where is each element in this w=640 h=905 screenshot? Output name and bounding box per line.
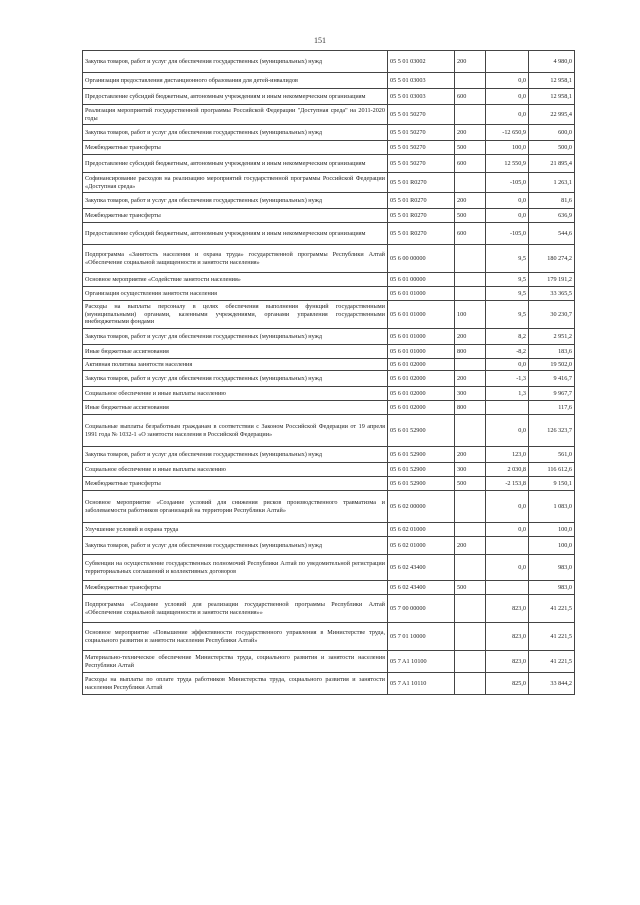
table-row bbox=[83, 555, 575, 581]
row-change: 9,5 bbox=[486, 245, 529, 273]
table-row bbox=[83, 73, 575, 89]
row-total: 22 995,4 bbox=[529, 105, 575, 125]
row-change: 9,5 bbox=[486, 287, 529, 301]
row-change: 0,0 bbox=[486, 359, 529, 371]
row-name: Закупка товаров, работ и услуг для обеспечения государственных (муниципальных) нужд bbox=[83, 125, 388, 141]
row-change: 825,0 bbox=[486, 673, 529, 695]
table-row bbox=[83, 537, 575, 555]
row-name: Межбюджетные трансферты bbox=[83, 477, 388, 491]
row-total: 561,0 bbox=[529, 447, 575, 463]
table-row bbox=[83, 125, 575, 141]
row-name: Основное мероприятие «Повышение эффективности государственного управления в Министерстве труда, социального развития и занятости населения Республики Алтай» bbox=[83, 623, 388, 651]
row-change: 12 550,9 bbox=[486, 155, 529, 173]
row-expense-type bbox=[455, 623, 486, 651]
row-name: Предоставление субсидий бюджетным, автономным учреждениям и иным некоммерческим организациям bbox=[83, 223, 388, 245]
row-change: -1,3 bbox=[486, 371, 529, 387]
table-row bbox=[83, 223, 575, 245]
row-total: 9 967,7 bbox=[529, 387, 575, 401]
row-code: 05 6 02 01000 bbox=[388, 523, 455, 537]
row-code: 05 7 A1 10110 bbox=[388, 673, 455, 695]
row-code: 05 6 01 01000 bbox=[388, 345, 455, 359]
row-code: 05 5 01 50270 bbox=[388, 155, 455, 173]
table-row bbox=[83, 209, 575, 223]
row-expense-type: 200 bbox=[455, 537, 486, 555]
row-name: Субвенции на осуществление государственных полномочий Республики Алтай по уведомительной регистрации территориальных соглашений и коллективных договоров bbox=[83, 555, 388, 581]
row-expense-type: 600 bbox=[455, 223, 486, 245]
row-total: 500,0 bbox=[529, 141, 575, 155]
row-name: Межбюджетные трансферты bbox=[83, 209, 388, 223]
row-expense-type bbox=[455, 359, 486, 371]
row-change: -105,0 bbox=[486, 173, 529, 193]
row-expense-type bbox=[455, 651, 486, 673]
row-code: 05 6 01 02000 bbox=[388, 371, 455, 387]
row-expense-type bbox=[455, 673, 486, 695]
row-expense-type bbox=[455, 273, 486, 287]
table-row bbox=[83, 673, 575, 695]
row-total: 41 221,5 bbox=[529, 595, 575, 623]
row-change: -12 650,9 bbox=[486, 125, 529, 141]
row-expense-type bbox=[455, 245, 486, 273]
row-total: 126 323,7 bbox=[529, 415, 575, 447]
table-row bbox=[83, 359, 575, 371]
row-expense-type bbox=[455, 523, 486, 537]
row-name: Закупка товаров, работ и услуг для обеспечения государственных (муниципальных) нужд bbox=[83, 537, 388, 555]
row-code: 05 6 01 02000 bbox=[388, 359, 455, 371]
row-expense-type bbox=[455, 173, 486, 193]
table-row bbox=[83, 387, 575, 401]
table-row bbox=[83, 141, 575, 155]
row-code: 05 7 A1 10100 bbox=[388, 651, 455, 673]
row-change: 2 030,8 bbox=[486, 463, 529, 477]
row-name: Расходы на выплаты по оплате труда работников Министерства труда, социального развития и занятости населения Республики Алтай bbox=[83, 673, 388, 695]
row-total: 81,6 bbox=[529, 193, 575, 209]
table-row bbox=[83, 371, 575, 387]
table-row bbox=[83, 523, 575, 537]
row-total: 183,6 bbox=[529, 345, 575, 359]
row-expense-type: 200 bbox=[455, 51, 486, 73]
row-code: 05 5 01 03003 bbox=[388, 89, 455, 105]
row-total: 9 416,7 bbox=[529, 371, 575, 387]
row-change: 0,0 bbox=[486, 193, 529, 209]
row-code: 05 5 01 R0270 bbox=[388, 193, 455, 209]
row-name: Социальное обеспечение и иные выплаты населению bbox=[83, 463, 388, 477]
row-code: 05 6 01 52900 bbox=[388, 477, 455, 491]
row-code: 05 6 02 43400 bbox=[388, 581, 455, 595]
row-expense-type: 800 bbox=[455, 401, 486, 415]
row-name: Межбюджетные трансферты bbox=[83, 581, 388, 595]
row-expense-type: 200 bbox=[455, 371, 486, 387]
row-change: 0,0 bbox=[486, 89, 529, 105]
row-total: 636,9 bbox=[529, 209, 575, 223]
row-total: 30 230,7 bbox=[529, 301, 575, 329]
row-total: 983,0 bbox=[529, 555, 575, 581]
row-expense-type: 800 bbox=[455, 345, 486, 359]
row-code: 05 5 01 50270 bbox=[388, 141, 455, 155]
table-body bbox=[83, 51, 575, 695]
row-expense-type: 100 bbox=[455, 301, 486, 329]
row-expense-type: 600 bbox=[455, 155, 486, 173]
row-change: 0,0 bbox=[486, 415, 529, 447]
row-name: Межбюджетные трансферты bbox=[83, 141, 388, 155]
row-change: 823,0 bbox=[486, 651, 529, 673]
row-expense-type: 300 bbox=[455, 387, 486, 401]
row-total: 41 221,5 bbox=[529, 651, 575, 673]
row-total: 179 191,2 bbox=[529, 273, 575, 287]
row-name: Предоставление субсидий бюджетным, автономным учреждениям и иным некоммерческим организациям bbox=[83, 89, 388, 105]
row-total: 21 895,4 bbox=[529, 155, 575, 173]
row-code: 05 5 01 R0270 bbox=[388, 223, 455, 245]
row-name: Улучшение условий и охрана труда bbox=[83, 523, 388, 537]
row-name: Подпрограмма «Создание условий для реализации государственной программы Республики Алтай «Обеспечение социальной защищенности и занятости населения»» bbox=[83, 595, 388, 623]
row-change: 0,0 bbox=[486, 73, 529, 89]
row-code: 05 5 01 50270 bbox=[388, 105, 455, 125]
table-row bbox=[83, 415, 575, 447]
row-code: 05 5 01 50270 bbox=[388, 125, 455, 141]
row-total: 33 844,2 bbox=[529, 673, 575, 695]
row-total: 116 612,6 bbox=[529, 463, 575, 477]
row-total: 100,0 bbox=[529, 537, 575, 555]
row-change: -2 153,8 bbox=[486, 477, 529, 491]
row-name: Закупка товаров, работ и услуг для обеспечения государственных (муниципальных) нужд bbox=[83, 329, 388, 345]
row-code: 05 6 01 01000 bbox=[388, 287, 455, 301]
row-change: 823,0 bbox=[486, 595, 529, 623]
row-expense-type bbox=[455, 73, 486, 89]
row-name: Подпрограмма «Занятость населения и охрана труда» государственной программы Республики Алтай «Обеспечение социальной защищенности и занятости населения» bbox=[83, 245, 388, 273]
table-row bbox=[83, 447, 575, 463]
row-total: 983,0 bbox=[529, 581, 575, 595]
row-name: Основное мероприятие «Содействие занятости населения» bbox=[83, 273, 388, 287]
row-total: 12 958,1 bbox=[529, 89, 575, 105]
row-expense-type bbox=[455, 555, 486, 581]
row-change: 0,0 bbox=[486, 523, 529, 537]
row-change: 0,0 bbox=[486, 555, 529, 581]
budget-table bbox=[82, 50, 575, 695]
row-name: Закупка товаров, работ и услуг для обеспечения государственных (муниципальных) нужд bbox=[83, 447, 388, 463]
table-row bbox=[83, 477, 575, 491]
row-name: Реализация мероприятий государственной программы Российской Федерации "Доступная среда" на 2011-2020 годы bbox=[83, 105, 388, 125]
row-name: Иные бюджетные ассигнования bbox=[83, 345, 388, 359]
row-expense-type: 200 bbox=[455, 447, 486, 463]
table-row bbox=[83, 463, 575, 477]
row-change: 0,0 bbox=[486, 491, 529, 523]
row-expense-type bbox=[455, 415, 486, 447]
row-code: 05 6 01 52900 bbox=[388, 415, 455, 447]
row-change: 9,5 bbox=[486, 301, 529, 329]
row-code: 05 6 01 02000 bbox=[388, 387, 455, 401]
row-change: 0,0 bbox=[486, 105, 529, 125]
row-total: 180 274,2 bbox=[529, 245, 575, 273]
row-change: 8,2 bbox=[486, 329, 529, 345]
row-change: 100,0 bbox=[486, 141, 529, 155]
row-expense-type: 200 bbox=[455, 125, 486, 141]
row-code: 05 5 01 R0270 bbox=[388, 173, 455, 193]
row-total: 33 365,5 bbox=[529, 287, 575, 301]
table-row bbox=[83, 51, 575, 73]
table-row bbox=[83, 155, 575, 173]
row-change: -8,2 bbox=[486, 345, 529, 359]
row-expense-type: 200 bbox=[455, 329, 486, 345]
row-expense-type: 200 bbox=[455, 193, 486, 209]
row-code: 05 6 01 02000 bbox=[388, 401, 455, 415]
row-name: Активная политика занятости населения bbox=[83, 359, 388, 371]
row-total: 600,0 bbox=[529, 125, 575, 141]
table-row bbox=[83, 245, 575, 273]
row-code: 05 6 01 52900 bbox=[388, 463, 455, 477]
row-change: 823,0 bbox=[486, 623, 529, 651]
row-name: Организация предоставления дистанционного образования для детей-инвалидов bbox=[83, 73, 388, 89]
row-name: Основное мероприятие «Создание условий для снижения рисков производственного травматизма и заболеваемости работников организаций на территории Республики Алтай» bbox=[83, 491, 388, 523]
row-code: 05 6 02 00000 bbox=[388, 491, 455, 523]
row-name: Иные бюджетные ассигнования bbox=[83, 401, 388, 415]
table-row bbox=[83, 651, 575, 673]
row-code: 05 6 02 01000 bbox=[388, 537, 455, 555]
row-total: 4 980,0 bbox=[529, 51, 575, 73]
row-expense-type bbox=[455, 595, 486, 623]
row-name: Закупка товаров, работ и услуг для обеспечения государственных (муниципальных) нужд bbox=[83, 51, 388, 73]
row-change: -105,0 bbox=[486, 223, 529, 245]
row-change: 123,0 bbox=[486, 447, 529, 463]
row-total: 1 263,1 bbox=[529, 173, 575, 193]
table-row bbox=[83, 595, 575, 623]
row-change bbox=[486, 581, 529, 595]
row-code: 05 7 01 10000 bbox=[388, 623, 455, 651]
row-name: Софинансирование расходов на реализацию мероприятий государственной программы Российской Федерации «Доступная среда» bbox=[83, 173, 388, 193]
row-name: Предоставление субсидий бюджетным, автономным учреждениям и иным некоммерческим организациям bbox=[83, 155, 388, 173]
row-expense-type: 500 bbox=[455, 209, 486, 223]
row-total: 2 951,2 bbox=[529, 329, 575, 345]
row-change bbox=[486, 401, 529, 415]
row-code: 05 5 01 03002 bbox=[388, 51, 455, 73]
row-name: Социальные выплаты безработным гражданам в соответствии с Законом Российской Федерации от 19 апреля 1991 года № 1032-1 «О занятости населения в Российской Федерации» bbox=[83, 415, 388, 447]
row-expense-type bbox=[455, 491, 486, 523]
table-row bbox=[83, 623, 575, 651]
row-change bbox=[486, 537, 529, 555]
table-row bbox=[83, 287, 575, 301]
row-expense-type: 600 bbox=[455, 89, 486, 105]
table-row bbox=[83, 301, 575, 329]
row-code: 05 6 01 01000 bbox=[388, 329, 455, 345]
row-total: 1 083,0 bbox=[529, 491, 575, 523]
row-name: Социальное обеспечение и иные выплаты населению bbox=[83, 387, 388, 401]
row-expense-type: 500 bbox=[455, 477, 486, 491]
row-expense-type: 300 bbox=[455, 463, 486, 477]
row-total: 19 502,0 bbox=[529, 359, 575, 371]
table-row bbox=[83, 105, 575, 125]
table-row bbox=[83, 581, 575, 595]
row-code: 05 6 01 01000 bbox=[388, 301, 455, 329]
row-total: 117,6 bbox=[529, 401, 575, 415]
row-total: 100,0 bbox=[529, 523, 575, 537]
row-name: Закупка товаров, работ и услуг для обеспечения государственных (муниципальных) нужд bbox=[83, 371, 388, 387]
row-total: 12 958,1 bbox=[529, 73, 575, 89]
table-row bbox=[83, 491, 575, 523]
row-expense-type bbox=[455, 105, 486, 125]
table-row bbox=[83, 173, 575, 193]
row-change: 0,0 bbox=[486, 209, 529, 223]
table-row bbox=[83, 401, 575, 415]
row-name: Закупка товаров, работ и услуг для обеспечения государственных (муниципальных) нужд bbox=[83, 193, 388, 209]
row-total: 9 150,1 bbox=[529, 477, 575, 491]
page-number: 151 bbox=[314, 36, 326, 45]
row-total: 544,6 bbox=[529, 223, 575, 245]
row-code: 05 6 02 43400 bbox=[388, 555, 455, 581]
row-expense-type: 500 bbox=[455, 141, 486, 155]
row-code: 05 7 00 00000 bbox=[388, 595, 455, 623]
table-row bbox=[83, 345, 575, 359]
row-code: 05 6 01 00000 bbox=[388, 273, 455, 287]
row-code: 05 5 01 R0270 bbox=[388, 209, 455, 223]
row-expense-type: 500 bbox=[455, 581, 486, 595]
row-expense-type bbox=[455, 287, 486, 301]
row-total: 41 221,5 bbox=[529, 623, 575, 651]
row-name: Организация осуществления занятости населения bbox=[83, 287, 388, 301]
row-code: 05 5 01 03003 bbox=[388, 73, 455, 89]
table-row bbox=[83, 89, 575, 105]
row-change: 1,3 bbox=[486, 387, 529, 401]
table-row bbox=[83, 329, 575, 345]
row-change: 9,5 bbox=[486, 273, 529, 287]
table-row bbox=[83, 193, 575, 209]
row-change bbox=[486, 51, 529, 73]
table-row bbox=[83, 273, 575, 287]
row-code: 05 6 00 00000 bbox=[388, 245, 455, 273]
row-name: Материально-техническое обеспечение Министерства труда, социального развития и занятости населения Республики Алтай bbox=[83, 651, 388, 673]
row-name: Расходы на выплаты персоналу в целях обеспечения выполнения функций государственными (муниципальными) органами, казенными учреждениями, органами управления государственными внебюджетными фондами bbox=[83, 301, 388, 329]
row-code: 05 6 01 52900 bbox=[388, 447, 455, 463]
